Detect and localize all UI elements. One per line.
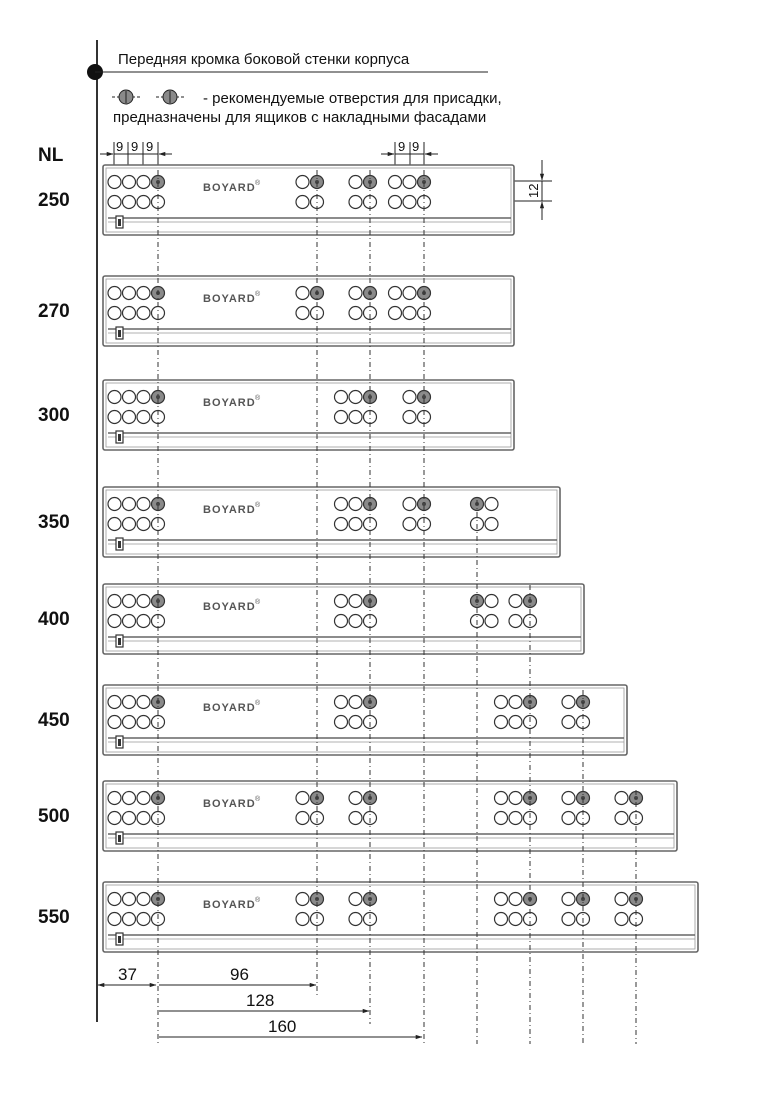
top-dim-9-a: 9 — [116, 139, 124, 154]
mounting-hole — [349, 411, 362, 424]
mounting-hole — [123, 595, 136, 608]
mounting-hole — [296, 176, 309, 189]
row-length-label: 400 — [38, 609, 70, 630]
mounting-hole — [123, 176, 136, 189]
mounting-hole — [137, 913, 150, 926]
mounting-hole — [403, 498, 416, 511]
mounting-hole — [349, 913, 362, 926]
mounting-hole — [349, 812, 362, 825]
slide-row — [38, 380, 514, 450]
mounting-hole — [296, 196, 309, 209]
mounting-hole — [123, 498, 136, 511]
mounting-hole — [615, 812, 628, 825]
slide-row — [38, 781, 677, 851]
brand-logo: BOYARD — [203, 899, 256, 911]
mounting-hole — [123, 615, 136, 628]
mounting-hole — [335, 716, 348, 729]
mounting-hole — [349, 287, 362, 300]
slide-panel — [103, 882, 698, 952]
slide-row — [38, 584, 584, 654]
mounting-hole — [137, 391, 150, 404]
mounting-hole — [108, 287, 121, 300]
mounting-hole — [509, 696, 522, 709]
mounting-hole — [123, 893, 136, 906]
brand-registered-mark: ® — [255, 897, 261, 904]
mounting-hole — [123, 391, 136, 404]
slide-panel — [103, 781, 677, 851]
mounting-hole — [108, 411, 121, 424]
brand-registered-mark: ® — [255, 796, 261, 803]
mounting-hole — [123, 287, 136, 300]
mounting-hole — [296, 307, 309, 320]
row-length-label: 450 — [38, 710, 70, 731]
mounting-hole — [485, 595, 498, 608]
brand-registered-mark: ® — [255, 502, 261, 509]
mounting-hole — [615, 792, 628, 805]
mounting-hole — [123, 518, 136, 531]
mounting-hole — [485, 498, 498, 511]
mounting-hole — [403, 391, 416, 404]
mounting-hole — [123, 913, 136, 926]
top-dim-9-b: 9 — [131, 139, 139, 154]
mounting-hole — [137, 307, 150, 320]
mounting-hole — [562, 696, 575, 709]
mounting-hole — [349, 792, 362, 805]
mounting-hole — [108, 913, 121, 926]
mounting-hole — [403, 411, 416, 424]
mounting-hole — [509, 595, 522, 608]
bottom-dim-37: 37 — [118, 965, 137, 984]
slide-row — [38, 882, 698, 952]
row-length-label: 350 — [38, 512, 70, 533]
mounting-hole — [349, 391, 362, 404]
mounting-hole — [137, 176, 150, 189]
mounting-hole — [615, 893, 628, 906]
mounting-hole — [335, 595, 348, 608]
nl-header: NL — [38, 145, 64, 166]
row-length-label: 550 — [38, 907, 70, 928]
mounting-hole — [123, 812, 136, 825]
mounting-hole — [137, 615, 150, 628]
top-right-dimensions — [381, 142, 438, 168]
top-dim-9-d: 9 — [398, 139, 406, 154]
mounting-hole — [389, 176, 402, 189]
mounting-hole — [485, 615, 498, 628]
top-dim-9-e: 9 — [412, 139, 420, 154]
mounting-hole — [335, 498, 348, 511]
mounting-hole — [108, 307, 121, 320]
mounting-hole — [615, 913, 628, 926]
mounting-hole — [349, 518, 362, 531]
mounting-hole — [108, 615, 121, 628]
mounting-hole — [495, 812, 508, 825]
mounting-hole — [403, 287, 416, 300]
mounting-hole — [495, 893, 508, 906]
slide-row — [38, 165, 514, 235]
mounting-hole — [335, 615, 348, 628]
mounting-hole — [108, 696, 121, 709]
mounting-hole — [137, 498, 150, 511]
mounting-hole — [509, 792, 522, 805]
mounting-hole — [349, 696, 362, 709]
mounting-hole — [335, 696, 348, 709]
mounting-hole — [296, 913, 309, 926]
mounting-hole — [349, 176, 362, 189]
mounting-hole — [137, 716, 150, 729]
mounting-hole — [562, 913, 575, 926]
mounting-hole — [137, 893, 150, 906]
mounting-hole — [123, 411, 136, 424]
mounting-hole — [108, 196, 121, 209]
slide-row — [38, 487, 560, 557]
mounting-hole — [389, 287, 402, 300]
mounting-hole — [509, 615, 522, 628]
brand-logo: BOYARD — [203, 397, 256, 409]
brand-registered-mark: ® — [255, 395, 261, 402]
brand-logo: BOYARD — [203, 702, 256, 714]
row-length-label: 270 — [38, 301, 70, 322]
brand-logo: BOYARD — [203, 182, 256, 194]
brand-logo: BOYARD — [203, 293, 256, 305]
mounting-hole — [403, 518, 416, 531]
mounting-hole — [562, 716, 575, 729]
legend-hole-icons — [112, 90, 184, 104]
mounting-hole — [335, 518, 348, 531]
legend-line-2: предназначены для ящиков с накладными фасадами — [113, 109, 487, 126]
mounting-hole — [296, 792, 309, 805]
brand-logo: BOYARD — [203, 504, 256, 516]
mounting-hole — [137, 595, 150, 608]
mounting-hole — [296, 812, 309, 825]
mounting-hole — [509, 893, 522, 906]
row-length-label: 250 — [38, 190, 70, 211]
mounting-hole — [495, 913, 508, 926]
mounting-hole — [108, 498, 121, 511]
mounting-hole — [137, 411, 150, 424]
mounting-hole — [349, 615, 362, 628]
mounting-hole — [137, 287, 150, 300]
mounting-hole — [108, 176, 121, 189]
slide-row — [38, 685, 627, 755]
mounting-hole — [509, 913, 522, 926]
mounting-hole — [123, 307, 136, 320]
mounting-hole — [495, 696, 508, 709]
mounting-hole — [108, 595, 121, 608]
mounting-hole — [403, 176, 416, 189]
mounting-hole — [108, 812, 121, 825]
mounting-hole — [108, 792, 121, 805]
vertical-dim-12: 12 — [526, 183, 541, 198]
mounting-hole — [137, 696, 150, 709]
mounting-hole — [389, 196, 402, 209]
bottom-dim-96: 96 — [230, 965, 249, 984]
mounting-hole — [349, 498, 362, 511]
mounting-hole — [349, 893, 362, 906]
mounting-hole — [509, 812, 522, 825]
mounting-hole — [562, 812, 575, 825]
mounting-hole — [562, 893, 575, 906]
mounting-hole — [123, 696, 136, 709]
slide-rows — [38, 165, 698, 952]
row-length-label: 500 — [38, 806, 70, 827]
brand-logo: BOYARD — [203, 798, 256, 810]
mounting-hole — [509, 716, 522, 729]
mounting-hole — [296, 893, 309, 906]
brand-registered-mark: ® — [255, 700, 261, 707]
mounting-hole — [123, 716, 136, 729]
mounting-hole — [137, 518, 150, 531]
bottom-dim-160: 160 — [268, 1017, 297, 1036]
mounting-hole — [108, 893, 121, 906]
mounting-hole — [296, 287, 309, 300]
brand-registered-mark: ® — [255, 180, 261, 187]
mounting-hole — [403, 307, 416, 320]
mounting-hole — [335, 411, 348, 424]
legend-line-1: - рекомендуемые отверстия для присадки, — [203, 90, 502, 107]
top-dim-9-c: 9 — [146, 139, 154, 154]
mounting-hole — [108, 391, 121, 404]
mounting-hole — [403, 196, 416, 209]
brand-registered-mark: ® — [255, 291, 261, 298]
mounting-hole — [137, 196, 150, 209]
mounting-hole — [349, 196, 362, 209]
mounting-hole — [123, 792, 136, 805]
row-length-label: 300 — [38, 405, 70, 426]
brand-logo: BOYARD — [203, 601, 256, 613]
mounting-hole — [108, 716, 121, 729]
mounting-hole — [495, 716, 508, 729]
mounting-hole — [485, 518, 498, 531]
mounting-hole — [137, 812, 150, 825]
mounting-hole — [349, 595, 362, 608]
mounting-hole — [137, 792, 150, 805]
mounting-hole — [562, 792, 575, 805]
slide-row — [38, 276, 514, 346]
mounting-hole — [335, 391, 348, 404]
mounting-hole — [495, 792, 508, 805]
brand-registered-mark: ® — [255, 599, 261, 606]
mounting-hole — [349, 307, 362, 320]
mounting-hole — [123, 196, 136, 209]
mounting-hole — [349, 716, 362, 729]
mounting-hole — [389, 307, 402, 320]
edge-label: Передняя кромка боковой стенки корпуса — [118, 51, 410, 68]
bottom-dim-128: 128 — [246, 991, 275, 1010]
mounting-hole — [108, 518, 121, 531]
